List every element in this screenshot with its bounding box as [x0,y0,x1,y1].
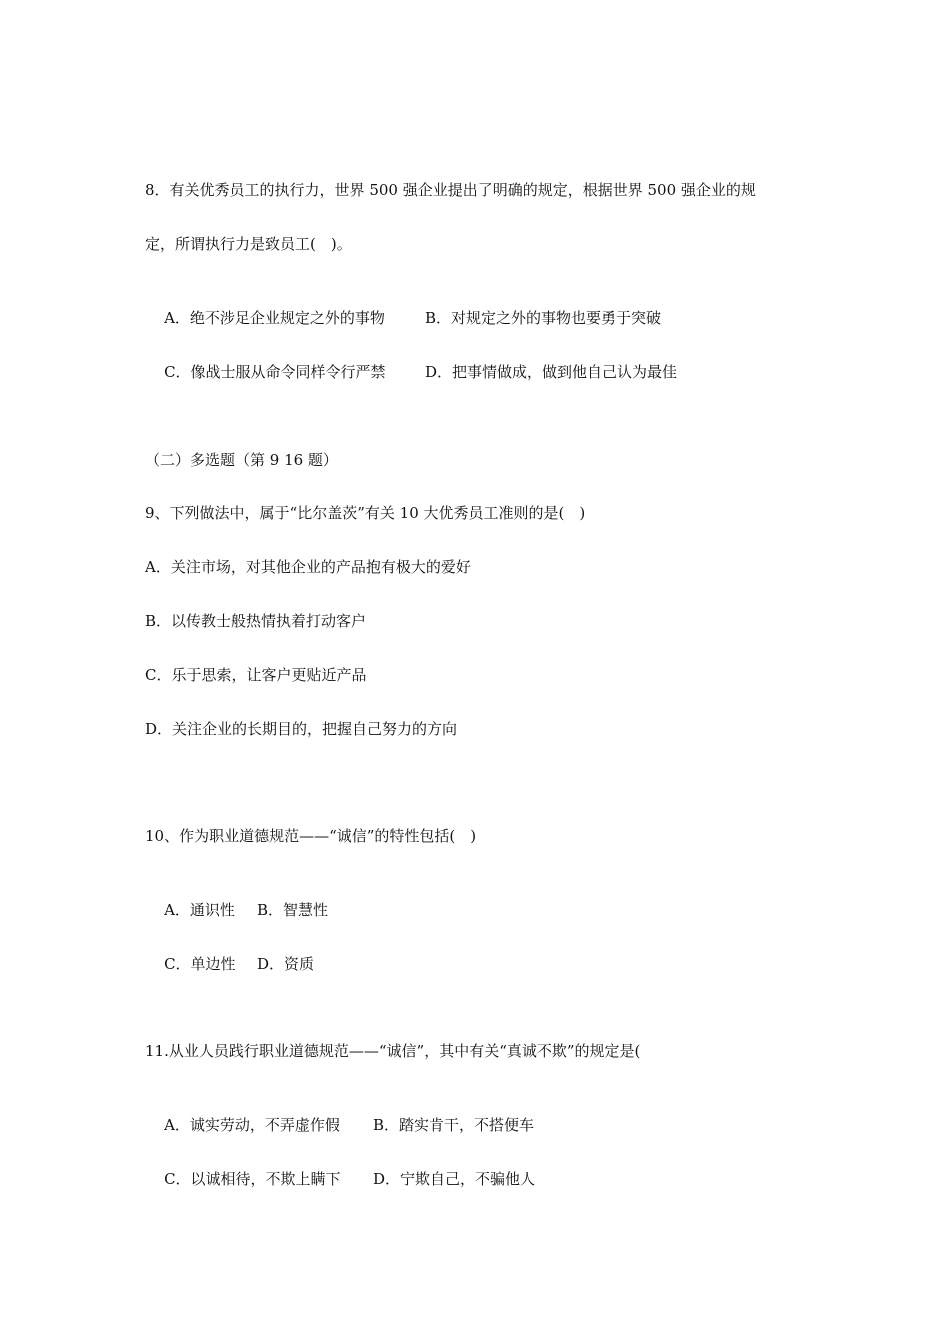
q8-option-a: A．绝不涉足企业规定之外的事物 [164,309,385,327]
q9-option-a: A．关注市场，对其他企业的产品抱有极大的爱好 [145,558,471,576]
q8-stem-line2: 定，所谓执行力是致员工( )。 [145,235,352,253]
q9-option-b: B．以传教士般热情执着打动客户 [145,612,367,630]
q10-option-row2 [145,934,315,994]
q11-option-row2 [145,1149,536,1209]
q9-option-d: D．关注企业的长期目的，把握自己努力的方向 [145,720,458,738]
q8-option-c: C．像战士服从命令同样令行严禁 [164,363,386,381]
q8-stem-line1: 8．有关优秀员工的执行力，世界 500 强企业提出了明确的规定，根据世界 500 强企业的规 [145,181,756,199]
q8-option-b: B．对规定之外的事物也要勇于突破 [425,309,662,327]
section-heading-multiple-choice: （二）多选题（第 9 16 题） [145,451,338,469]
q10-option-row1 [145,880,329,940]
q8-option-row2 [145,342,678,402]
q11-option-row1 [145,1095,535,1155]
q11-option-c: C．以诚相待，不欺上瞒下 [164,1170,341,1188]
q11-option-d: D．宁欺自己，不骗他人 [373,1170,536,1188]
q10-stem: 10、作为职业道德规范——“诚信”的特性包括( ) [145,827,477,845]
q9-stem: 9、下列做法中，属于“比尔盖茨”有关 10 大优秀员工准则的是( ) [145,504,586,522]
q11-option-a: A．诚实劳动，不弄虚作假 [164,1116,340,1134]
q10-option-a: A．通识性 [164,901,235,919]
q8-option-d: D．把事情做成，做到他自己认为最佳 [425,363,678,381]
q10-option-c: C．单边性 [164,955,236,973]
q10-option-b: B．智慧性 [257,901,329,919]
q10-option-d: D．资质 [257,955,315,973]
q11-stem: 11.从业人员践行职业道德规范——“诚信”，其中有关“真诚不欺”的规定是( [145,1042,641,1060]
q9-option-c: C．乐于思索，让客户更贴近产品 [145,666,367,684]
q11-option-b: B．踏实肯干，不搭便车 [373,1116,535,1134]
q8-option-row1 [145,288,662,348]
